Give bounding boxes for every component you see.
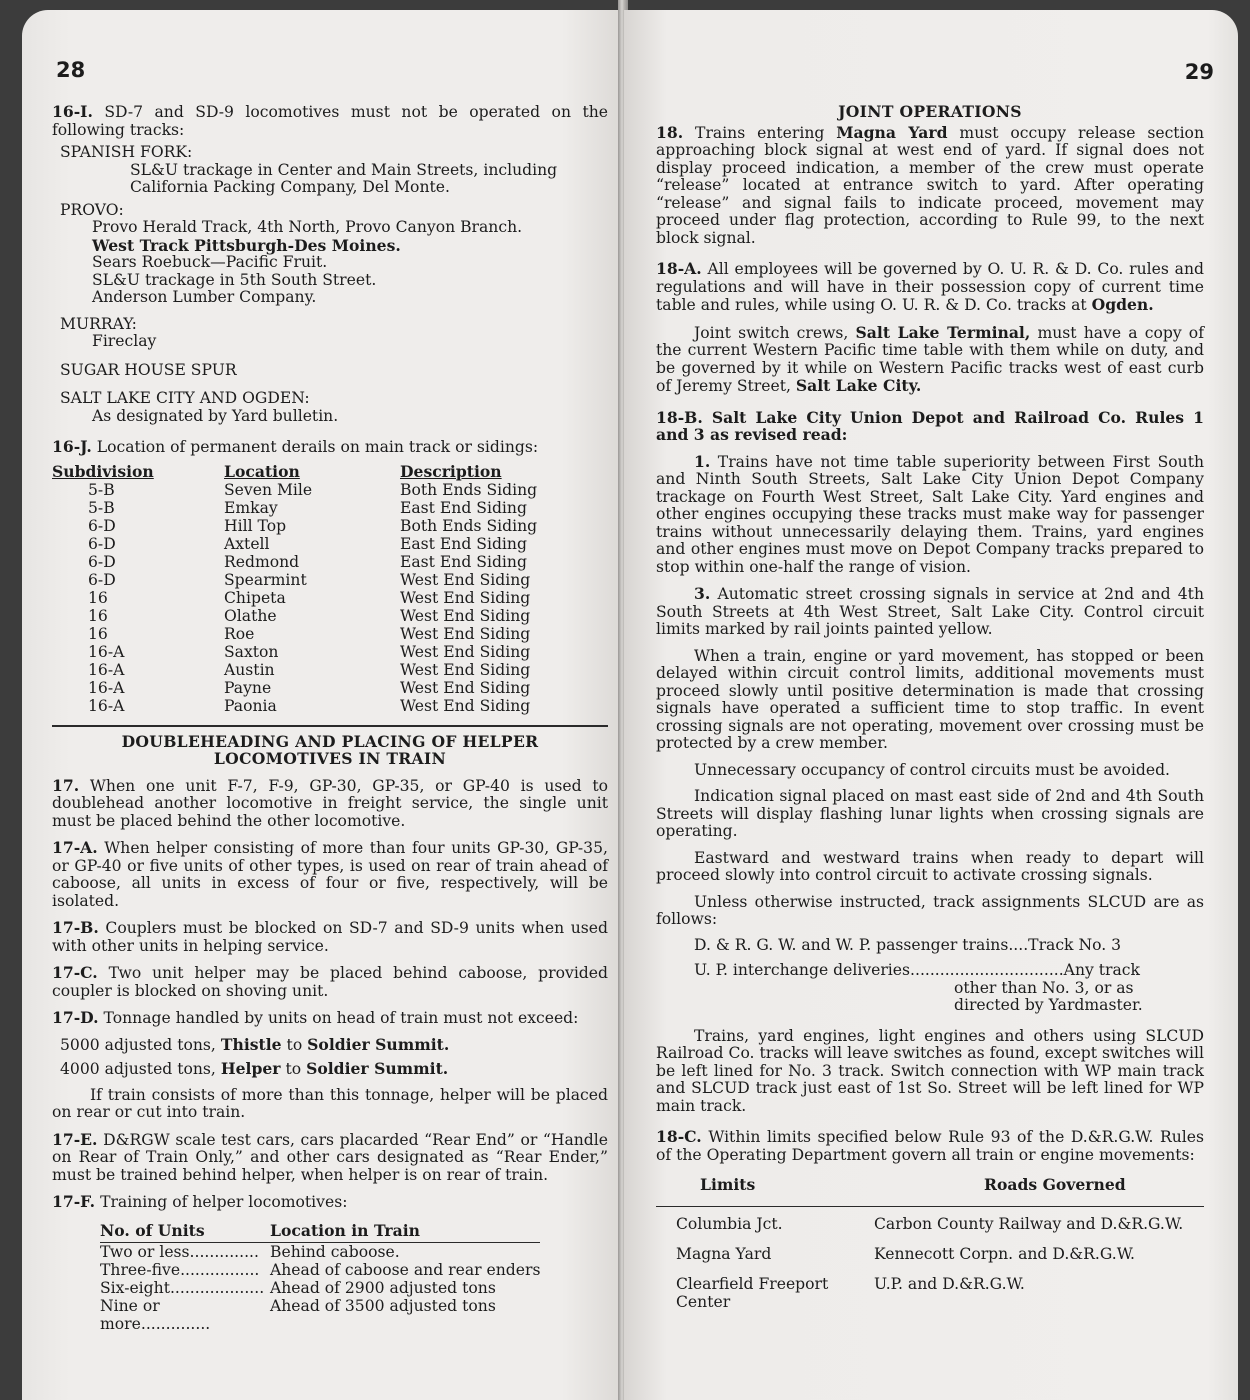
location-cell: Seven Mile (224, 480, 313, 499)
provo-item: Provo Herald Track, 4th North, Provo Canyon Branch. (92, 218, 523, 236)
table-row (52, 607, 537, 625)
table-row (52, 589, 537, 607)
rule-16j: 16-J. Location of permanent derails on main track or sidings: (52, 437, 539, 456)
left-page (22, 10, 622, 1400)
provo-item: West Track Pittsburgh-Des Moines. (92, 235, 401, 255)
subdivision-cell: 16-A (88, 642, 125, 661)
rule-18b-paragraph: Unless otherwise instructed, track assignments SLCUD are as follows: (656, 892, 1204, 928)
table-row (100, 1242, 540, 1261)
limits-cell: Clearfield Freeport Center (676, 1275, 829, 1311)
table-row (100, 1261, 540, 1279)
left-page-content (52, 103, 608, 1333)
slc-ogden-label: SALT LAKE CITY AND OGDEN: (60, 389, 310, 407)
table-row (52, 481, 537, 499)
helper-training-table (100, 1222, 540, 1333)
section-heading-joint-operations: JOINT OPERATIONS (838, 102, 1022, 121)
table-row (52, 625, 537, 643)
description-cell: West End Siding (400, 696, 531, 715)
location-in-train-cell: Ahead of 3500 adjusted tons (270, 1296, 496, 1315)
location-cell: Paonia (224, 696, 277, 715)
subdivision-cell: 5-B (88, 498, 115, 517)
subdivision-cell: 6-D (88, 534, 116, 553)
col-no-of-units: No. of Units (100, 1222, 270, 1243)
rule-17e: 17-E. D&RGW scale test cars, cars placarded “Rear End” or “Handle on Rear of Train Only,” and other cars designated as “Rear Ender,” must be trained behind helper, when helper is on rear of train. (52, 1129, 608, 1184)
roads-governed-cell: Carbon County Railway and D.&R.G.W. (874, 1215, 1184, 1233)
col-subdivision: Subdivision (52, 461, 154, 481)
rule-16i: 16-I. SD-7 and SD-9 locomotives must not be operated on the following tracks: (52, 102, 608, 139)
description-cell: West End Siding (400, 660, 531, 679)
location-cell: Axtell (224, 534, 270, 553)
rule-18b-paragraph: Indication signal placed on mast east side of 2nd and 4th South Streets will display flashing lunar lights when crossing signals are operating. (656, 787, 1204, 840)
table-row (52, 661, 537, 679)
description-cell: Both Ends Siding (400, 516, 538, 535)
subdivision-cell: 6-D (88, 570, 116, 589)
page-number-right: 29 (1184, 60, 1214, 84)
description-cell: East End Siding (400, 534, 527, 553)
location-cell: Austin (224, 660, 275, 679)
rule-18b-item-3: 3. Automatic street crossing signals in service at 2nd and 4th South Streets at 4th West Street, Salt Lake City. Control circuit limits marked by rail joints painted yellow. (656, 584, 1204, 638)
rule-18b-paragraph: When a train, engine or yard movement, has stopped or been delayed within circuit control limits, additional movements must proceed slowly until positive determination is made that crossing signals have operated a sufficient time to stop traffic. In event crossing signals are not operating, movement over crossing must be protected by a crew member. (656, 646, 1204, 752)
roads-governed-cell: Kennecott Corpn. and D.&R.G.W. (874, 1245, 1135, 1263)
rule-18b-paragraph: Unnecessary occupancy of control circuits must be avoided. (694, 760, 1171, 779)
limits-cell: Columbia Jct. (676, 1215, 783, 1233)
sugar-house-label: SUGAR HOUSE SPUR (60, 360, 237, 379)
description-cell: Both Ends Siding (400, 480, 538, 499)
rule-18b-item-1: 1. Trains have not time table superiority between First South and Ninth South Streets, Salt Lake City Union Depot Company trackage on Fourth West Street, Salt Lake City. Yard engines and other engines occupying these tracks must make way for passenger trains without unnecessarily delaying them. Trains, yard engines and other engines must move on Depot Company tracks prepared to stop within one-half the range of vision. (656, 451, 1204, 576)
description-cell: West End Siding (400, 606, 531, 625)
description-cell: West End Siding (400, 624, 531, 643)
location-in-train-cell: Ahead of 2900 adjusted tons (270, 1278, 496, 1297)
track-assignment: U. P. interchange deliveries...............................Any track (694, 961, 1140, 979)
spanish-fork-item: SL&U trackage in Center and Main Streets, including California Packing Company, Del Monte. (130, 160, 558, 196)
col-location-in-train: Location in Train (270, 1222, 540, 1243)
units-cell: Two or less.............. (100, 1242, 259, 1261)
table-row (656, 1207, 1204, 1238)
units-cell: Six-eight................... (100, 1278, 265, 1297)
description-cell: West End Siding (400, 570, 531, 589)
murray-item: Fireclay (92, 332, 157, 350)
rule-18b: 18-B. Salt Lake City Union Depot and Railroad Co. Rules 1 and 3 as revised read: (656, 407, 1204, 444)
subdivision-cell: 5-B (88, 480, 115, 499)
provo-item: Anderson Lumber Company. (92, 288, 317, 306)
limits-cell: Magna Yard (676, 1245, 772, 1263)
section-divider (52, 725, 608, 727)
location-in-train-cell: Ahead of caboose and rear enders (270, 1260, 541, 1279)
description-cell: East End Siding (400, 498, 527, 517)
joint-limits-table (656, 1176, 1204, 1315)
table-row (52, 679, 537, 697)
provo-item: SL&U trackage in 5th South Street. (92, 270, 377, 289)
provo-item: Sears Roebuck—Pacific Fruit. (92, 253, 328, 271)
table-row (52, 553, 537, 571)
subdivision-cell: 16 (88, 606, 108, 625)
location-cell: Spearmint (224, 570, 307, 589)
rule-17: 17. When one unit F-7, F-9, GP-30, GP-35, or GP-40 is used to doublehead another locomotive in freight service, the single unit must be placed behind the other locomotive. (52, 775, 608, 830)
track-assignment: directed by Yardmaster. (954, 996, 1143, 1014)
location-cell: Redmond (224, 552, 300, 571)
track-assignment: other than No. 3, or as (954, 978, 1134, 997)
table-row (52, 517, 537, 535)
subdivision-cell: 16-A (88, 678, 125, 697)
location-cell: Payne (224, 678, 272, 697)
murray-label: MURRAY: (60, 314, 137, 333)
rule-18b-paragraph: Eastward and westward trains when ready to depart will proceed slowly into control circuit to activate crossing signals. (656, 848, 1204, 884)
location-cell: Roe (224, 624, 255, 643)
table-row (656, 1267, 1204, 1315)
location-in-train-cell: Behind caboose. (270, 1242, 400, 1261)
location-cell: Emkay (224, 498, 278, 517)
table-header-row (100, 1222, 540, 1243)
subdivision-cell: 16 (88, 588, 108, 607)
col-limits: Limits (656, 1176, 874, 1207)
rule-17c: 17-C. Two unit helper may be placed behind caboose, provided coupler is blocked on shoving unit. (52, 963, 608, 1000)
units-cell: Three-five................ (100, 1260, 260, 1279)
page-number-left: 28 (56, 58, 86, 82)
track-assignment: D. & R. G. W. and W. P. passenger trains....Track No. 3 (694, 935, 1122, 954)
subdivision-cell: 16-A (88, 696, 125, 715)
subdivision-cell: 6-D (88, 516, 116, 535)
tonnage-line: 5000 adjusted tons, Thistle to Soldier Summit. (60, 1034, 450, 1054)
units-cell: Nine or more.............. (100, 1296, 211, 1333)
rule-18c: 18-C. Within limits specified below Rule 93 of the D.&R.G.W. Rules of the Operating Department govern all train or engine movements: (656, 1127, 1204, 1164)
rule-17b: 17-B. Couplers must be blocked on SD-7 and SD-9 units when used with other units in helping service. (52, 918, 608, 955)
table-row (52, 697, 537, 715)
spanish-fork-label: SPANISH FORK: (60, 143, 193, 161)
description-cell: West End Siding (400, 642, 531, 661)
col-description: Description (400, 461, 502, 481)
tonnage-note: If train consists of more than this tonnage, helper will be placed on rear or cut into train. (52, 1085, 608, 1121)
rule-17d: 17-D. Tonnage handled by units on head of train must not exceed: (52, 1008, 579, 1027)
table-header-row (656, 1176, 1204, 1207)
rule-17f: 17-F. Training of helper locomotives: (52, 1192, 348, 1211)
location-cell: Saxton (224, 642, 279, 661)
section-heading-doubleheading: LOCOMOTIVES IN TRAIN (213, 749, 447, 768)
derails-table (52, 463, 537, 715)
rule-18a-joint-crews: Joint switch crews, Salt Lake Terminal, must have a copy of the current Western Pacific time table with them while on duty, and be governed by it while on Western Pacific tracks west of east curb of Jeremy Street, Salt Lake City. (656, 322, 1204, 395)
slc-ogden-item: As designated by Yard bulletin. (92, 406, 339, 425)
roads-governed-cell: U.P. and D.&R.G.W. (874, 1275, 1025, 1293)
description-cell: East End Siding (400, 552, 527, 571)
subdivision-cell: 6-D (88, 552, 116, 571)
rule-17a: 17-A. When helper consisting of more than four units GP-30, GP-35, or GP-40 or five units of other types, is used on rear of train ahead of caboose, all units in excess of four or five, respectively, will be isolated. (52, 838, 608, 910)
provo-label: PROVO: (60, 200, 124, 219)
table-row (100, 1279, 540, 1297)
table-row (656, 1237, 1204, 1267)
right-page (624, 10, 1238, 1400)
table-row (52, 643, 537, 661)
table-row (100, 1297, 540, 1333)
table-row (52, 535, 537, 553)
table-row (52, 499, 537, 517)
location-cell: Chipeta (224, 588, 286, 607)
section-heading-doubleheading: DOUBLEHEADING AND PLACING OF HELPER (121, 731, 539, 751)
subdivision-cell: 16-A (88, 660, 125, 679)
col-location: Location (224, 461, 300, 481)
description-cell: West End Siding (400, 678, 531, 697)
rule-18a: 18-A. All employees will be governed by O. U. R. & D. Co. rules and regulations and will have in their possession copy of current time table and rules, while using O. U. R. & D. Co. tracks at Ogden. (656, 259, 1204, 314)
subdivision-cell: 16 (88, 624, 108, 643)
description-cell: West End Siding (400, 588, 531, 607)
tonnage-line: 4000 adjusted tons, Helper to Soldier Summit. (60, 1059, 449, 1078)
rule-18b-paragraph: Trains, yard engines, light engines and others using SLCUD Railroad Co. tracks will leave switches as found, except switches will be left lined for No. 3 track. Switch connection with WP main track and SLCUD track just east of 1st So. Street will be left lined for WP main track. (656, 1026, 1204, 1115)
col-roads-governed: Roads Governed (874, 1176, 1204, 1207)
location-cell: Olathe (224, 606, 277, 625)
table-header-row (52, 463, 537, 481)
location-cell: Hill Top (224, 516, 287, 535)
table-row (52, 571, 537, 589)
right-page-content (656, 103, 1204, 1315)
rule-18: 18. Trains entering Magna Yard must occupy release section approaching block signal at west end of yard. If signal does not display proceed indication, a member of the crew must operate “release” located at entrance switch to yard. After operating “release” and signal fails to indicate proceed, movement may proceed under flag protection, according to Rule 99, to the next block signal. (656, 122, 1204, 247)
